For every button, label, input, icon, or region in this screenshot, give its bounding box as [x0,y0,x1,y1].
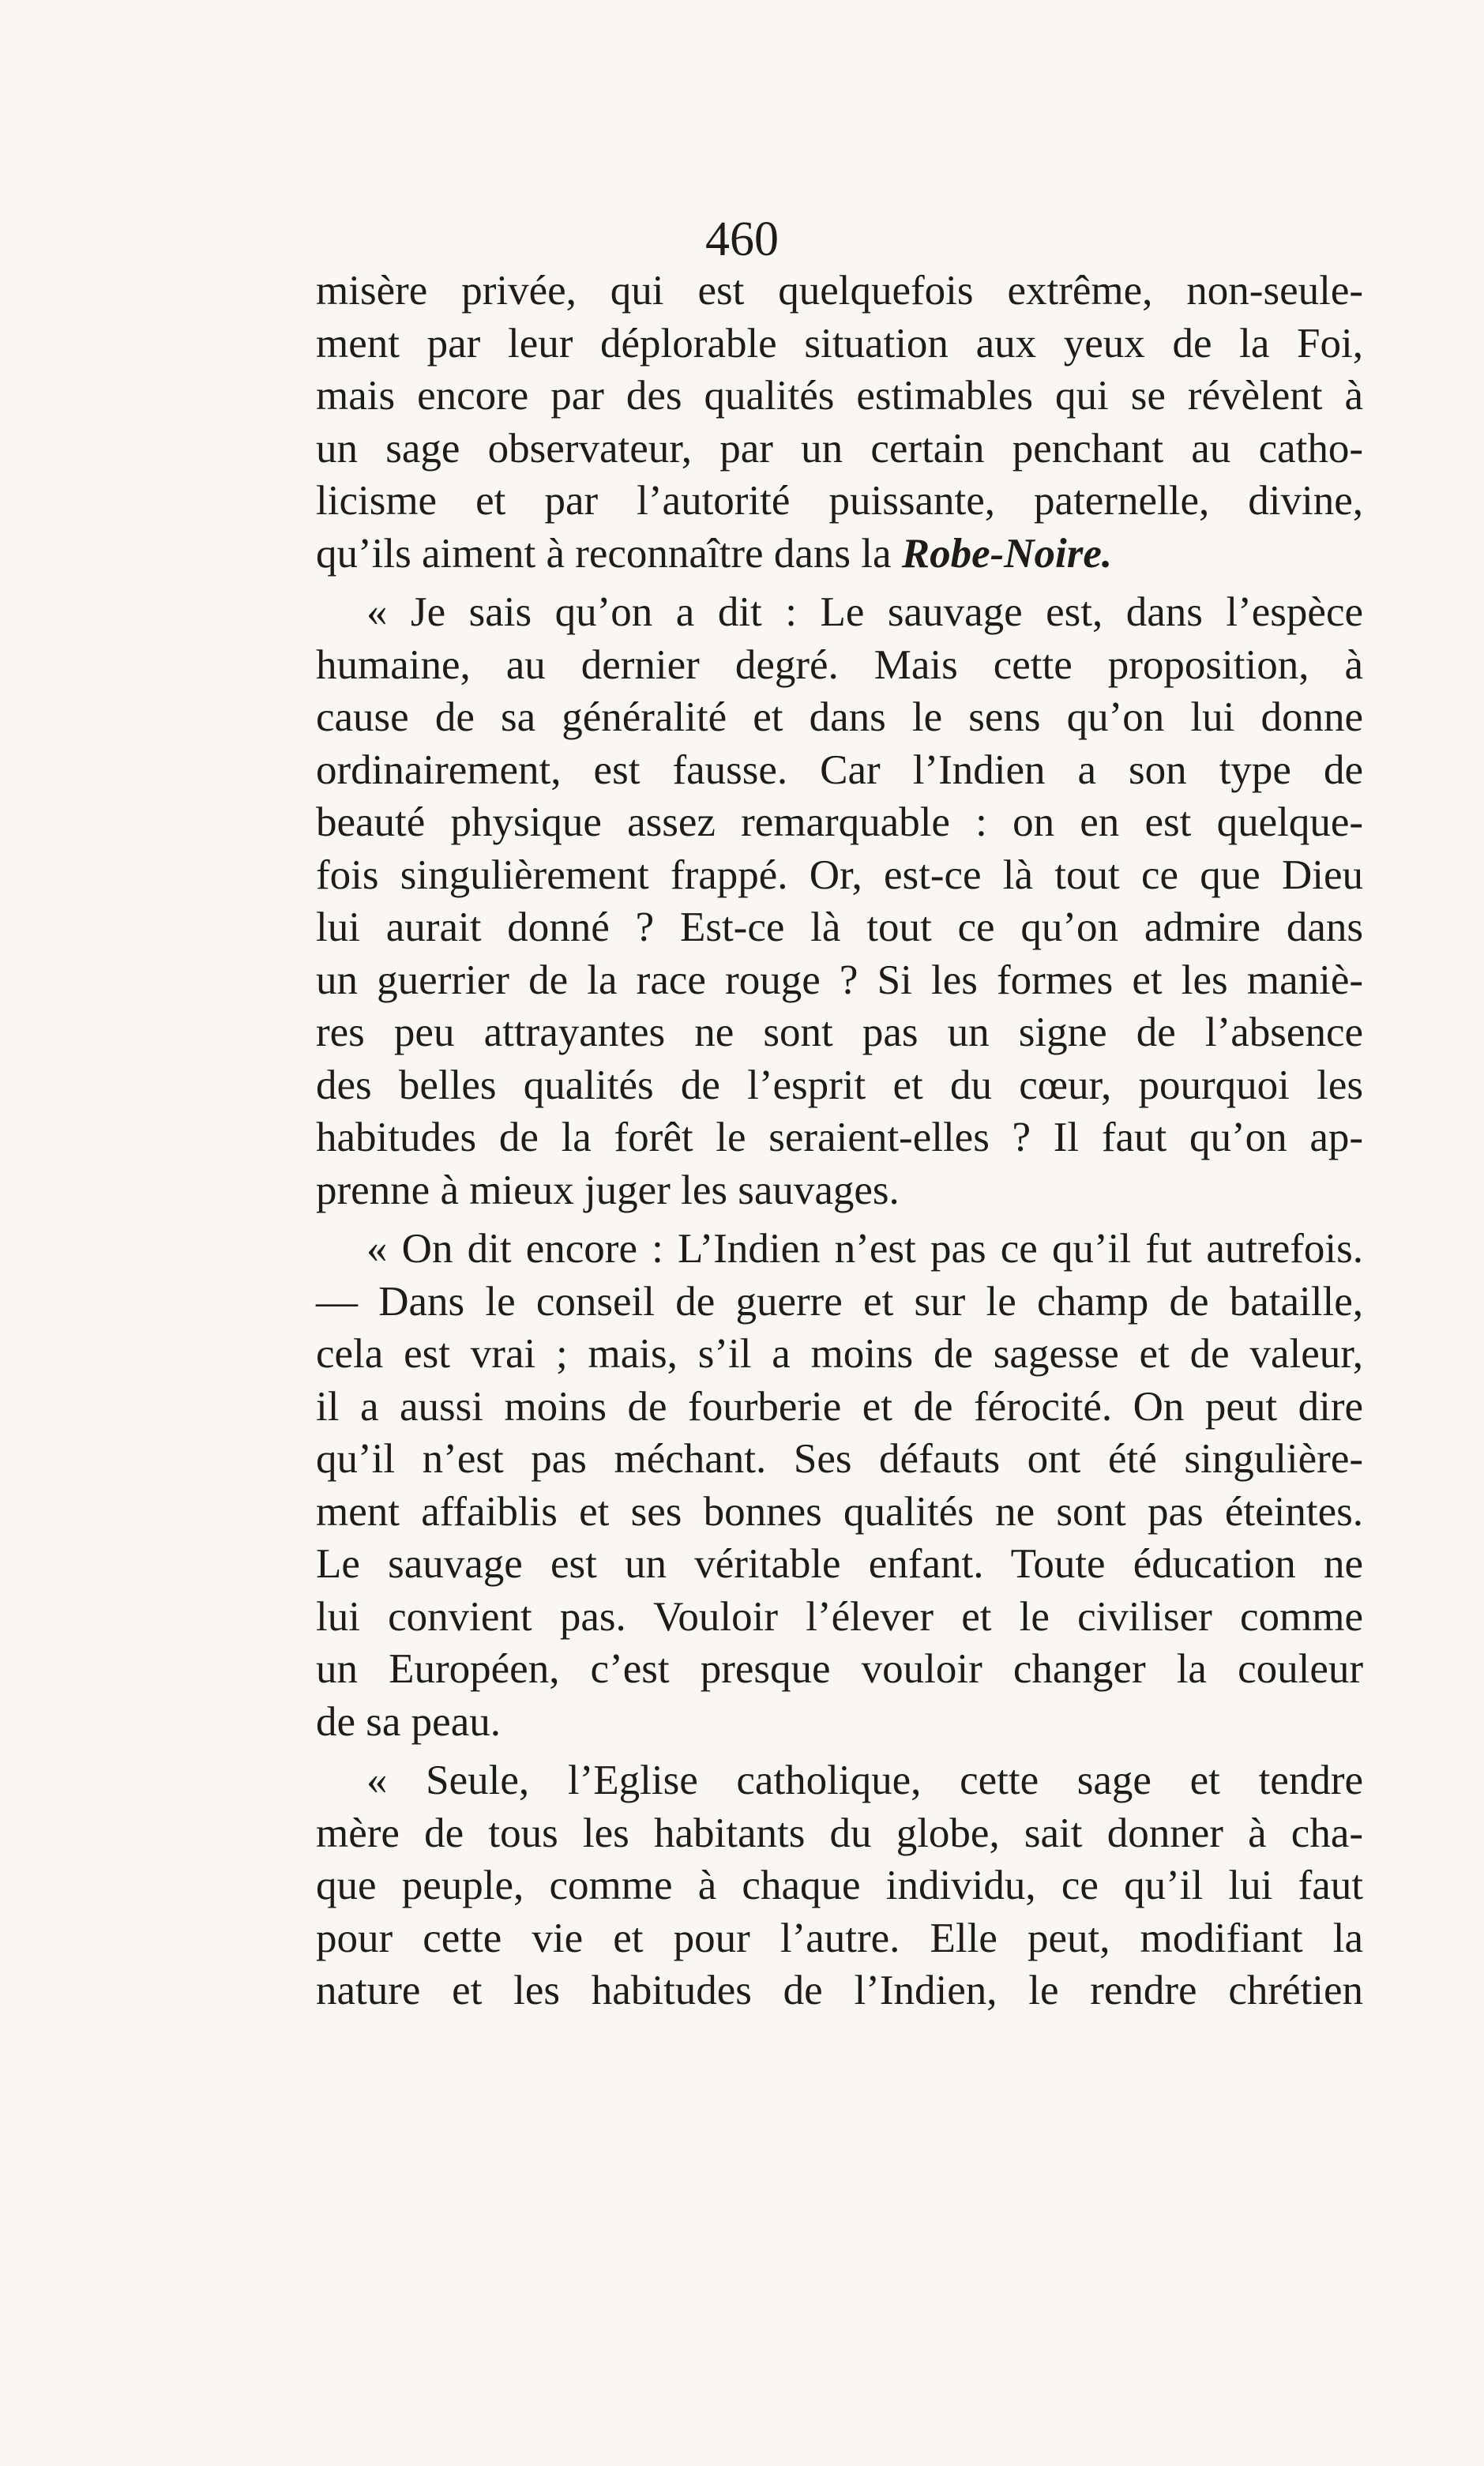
text-line: un Européen, c’est presque vouloir changer la couleur [316,1646,1363,1692]
text-line: « Seule, l’Eglise catholique, cette sage et tendre [366,1757,1363,1803]
paragraph [316,265,1363,580]
text-line-prefix: qu’ils aiment à reconnaître dans la [316,530,902,577]
text-line: un sage observateur, par un certain penchant au catho- [316,425,1363,472]
text-line: « Je sais qu’on a dit : Le sauvage est, dans l’espèce [366,589,1363,635]
text-line: misère privée, qui est quelquefois extrême, non-seule- [316,268,1363,314]
text-line: fois singulièrement frappé. Or, est-ce là tout ce que Dieu [316,851,1363,898]
paragraph [316,1754,1363,2017]
text-line: il a aussi moins de fourberie et de férocité. On peut dire [316,1383,1363,1430]
text-line: prenne à mieux juger les sauvages. [316,1167,900,1213]
text-line: ment par leur déplorable situation aux yeux de la Foi, [316,320,1363,367]
text-line: — Dans le conseil de guerre et sur le champ de bataille, [316,1278,1363,1325]
paragraph [316,1223,1363,1748]
italic-term: Robe-Noire. [901,530,1113,577]
text-line: cause de sa généralité et dans le sens qu’on lui donne [316,694,1363,740]
text-line: licisme et par l’autorité puissante, paternelle, divine, [316,478,1363,524]
text-line: des belles qualités de l’esprit et du cœur, pourquoi les [316,1062,1363,1108]
text-line: un guerrier de la race rouge ? Si les formes et les maniè- [316,957,1363,1003]
text-line: qu’il n’est pas méchant. Ses défauts ont été singulière- [316,1436,1363,1482]
body-text [316,265,1363,2017]
text-line: pour cette vie et pour l’autre. Elle peut, modifiant la [316,1915,1363,1961]
text-line: nature et les habitudes de l’Indien, le rendre chrétien [316,1968,1363,2013]
paragraph [316,586,1363,1216]
text-line: mère de tous les habitants du globe, sait donner à cha- [316,1810,1363,1856]
text-line: beauté physique assez remarquable : on en est quelque- [316,799,1363,845]
text-line: humaine, au dernier degré. Mais cette proposition, à [316,641,1363,688]
text-line: lui aurait donné ? Est-ce là tout ce qu’on admire dans [316,904,1363,950]
text-line: cela est vrai ; mais, s’il a moins de sagesse et de valeur, [316,1331,1363,1377]
text-line: « On dit encore : L’Indien n’est pas ce qu’il fut autrefois. [366,1226,1363,1272]
text-line: lui convient pas. Vouloir l’élever et le civiliser comme [316,1593,1363,1640]
text-line: Le sauvage est un véritable enfant. Toute éducation ne [316,1541,1363,1587]
text-line: de sa peau. [316,1698,501,1745]
text-line: mais encore par des qualités estimables qui se révèlent à [316,373,1363,419]
text-line [316,528,1363,581]
page-number: 460 [705,212,779,266]
text-line: ordinairement, est fausse. Car l’Indien a son type de [316,746,1363,793]
text-line: que peuple, comme à chaque individu, ce qu’il lui faut [316,1863,1363,1908]
text-line: ment affaiblis et ses bonnes qualités ne sont pas éteintes. [316,1488,1363,1535]
text-line: res peu attrayantes ne sont pas un signe de l’absence [316,1009,1363,1055]
text-line: habitudes de la forêt le seraient-elles ? Il faut qu’on ap- [316,1115,1363,1160]
